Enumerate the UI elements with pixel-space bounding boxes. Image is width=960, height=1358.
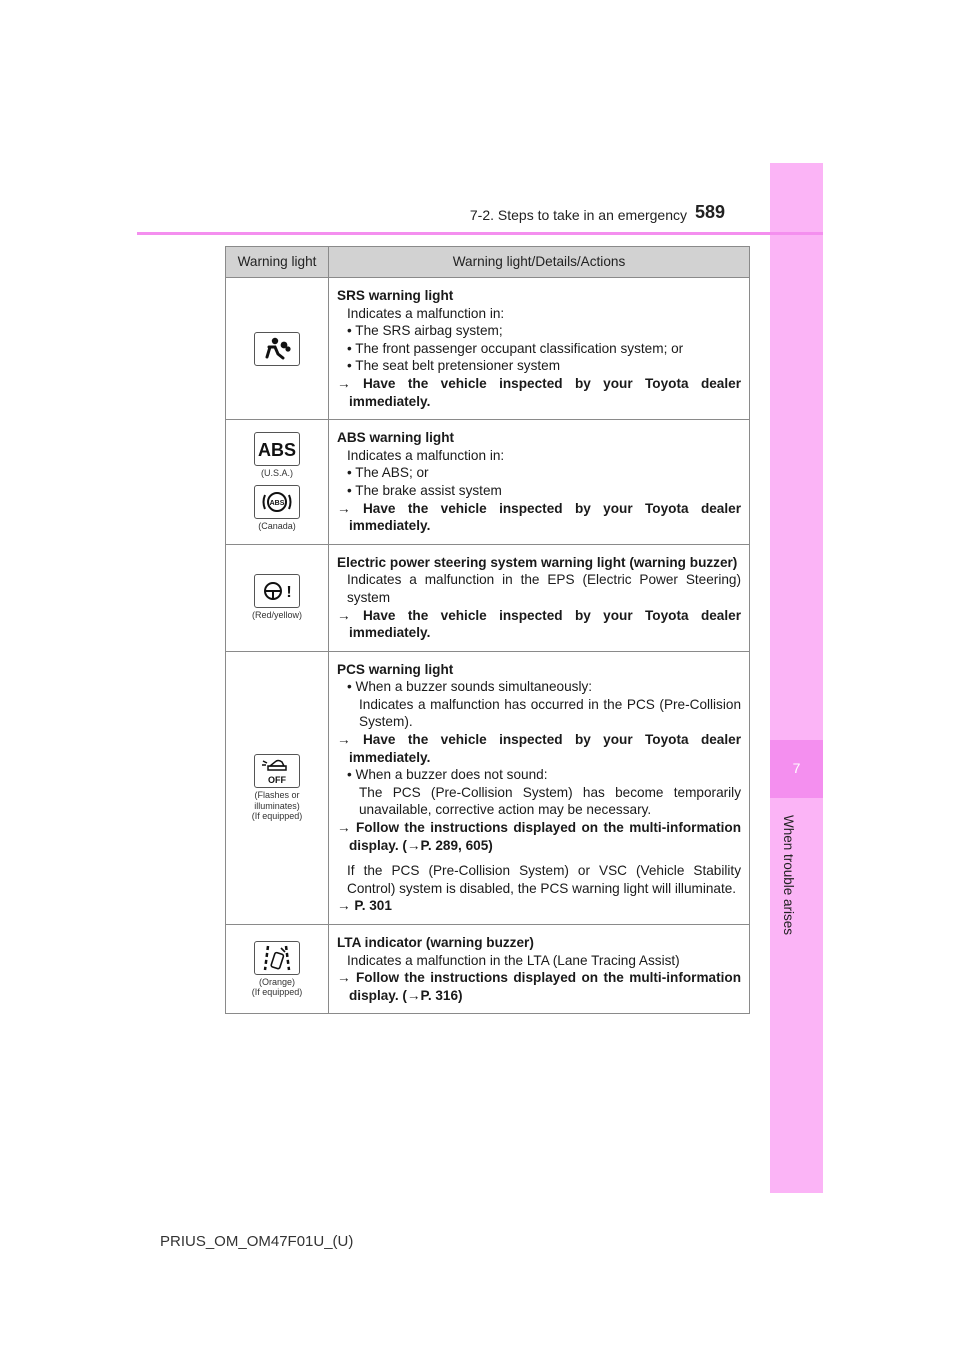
table-row bbox=[226, 651, 750, 924]
pcs-off-icon bbox=[254, 754, 300, 788]
exclamation-mark: ! bbox=[286, 584, 292, 602]
eps-title: Electric power steering system warning light (warning buzzer) bbox=[337, 554, 738, 570]
table-row bbox=[226, 278, 750, 420]
chapter-title-text: When trouble arises bbox=[781, 815, 796, 936]
abs-caption-usa: (U.S.A.) bbox=[260, 468, 293, 479]
eps-action bbox=[337, 607, 741, 642]
pcs-reference bbox=[337, 897, 741, 915]
footer-document-code: PRIUS_OM_OM47F01U_(U) bbox=[160, 1233, 354, 1250]
arrow-glyph: → bbox=[337, 500, 351, 516]
lta-title: LTA indicator (warning buzzer) bbox=[337, 935, 534, 950]
srs-title: SRS warning light bbox=[337, 288, 454, 303]
abs-title: ABS warning light bbox=[337, 430, 455, 446]
table-row bbox=[226, 420, 750, 545]
pcs-note: If the PCS (Pre-Collision System) or VSC (Vehicle Stability Control) system is disabled, the PCS warning light will illuminate. bbox=[347, 863, 741, 896]
icon-cell bbox=[226, 544, 329, 651]
abs-circle-icon-text: ABS bbox=[269, 499, 285, 507]
action-text: Have the vehicle inspected by your Toyota dealer immediately. bbox=[349, 375, 741, 409]
action-text: Follow the instructions displayed on the multi-information display. (→P. 289, 605) bbox=[349, 820, 741, 853]
srs-airbag-icon bbox=[254, 332, 300, 366]
action-text: Follow the instructions displayed on the multi-information display. (→P. 316) bbox=[349, 970, 741, 1003]
srs-action bbox=[337, 375, 741, 410]
srs-intro: Indicates a malfunction in: bbox=[347, 305, 505, 321]
eps-intro: Indicates a malfunction in the EPS (Electric Power Steering) system bbox=[347, 572, 741, 605]
pcs-caption-line: (If equipped) bbox=[251, 811, 303, 822]
icon-cell bbox=[226, 651, 329, 924]
chapter-title bbox=[770, 815, 823, 945]
lta-caption-line: (Orange) bbox=[258, 976, 295, 987]
pcs-caption bbox=[228, 790, 326, 822]
action-text: Have the vehicle inspected by your Toyota dealer immediately. bbox=[349, 607, 741, 641]
abs-bullet: • The ABS; or bbox=[347, 465, 429, 481]
pcs-bullet-text: Indicates a malfunction has occurred in the PCS (Pre-Collision System). bbox=[359, 696, 741, 730]
srs-bullet: • The seat belt pretensioner system bbox=[347, 358, 561, 374]
icon-cell bbox=[226, 925, 329, 1014]
lta-caption bbox=[228, 977, 326, 998]
details-cell bbox=[329, 651, 750, 924]
abs-action bbox=[337, 500, 741, 535]
pcs-bullet: • When a buzzer does not sound: bbox=[347, 767, 548, 783]
pcs-caption-line: illuminates) bbox=[254, 800, 300, 811]
details-cell bbox=[329, 544, 750, 651]
srs-bullet: • The SRS airbag system; bbox=[347, 323, 503, 339]
table-header-row bbox=[226, 247, 750, 278]
srs-bullet: • The front passenger occupant classification system; or bbox=[347, 340, 684, 356]
pcs-caption-line: (Flashes or bbox=[254, 790, 300, 801]
lta-intro: Indicates a malfunction in the LTA (Lane Tracing Assist) bbox=[347, 952, 680, 968]
details-cell bbox=[329, 420, 750, 545]
table-row bbox=[226, 925, 750, 1014]
action-text: Have the vehicle inspected by your Toyota dealer immediately. bbox=[349, 500, 741, 534]
off-text: OFF bbox=[268, 775, 286, 786]
arrow-glyph: → bbox=[337, 375, 351, 391]
pcs-bullet-text: The PCS (Pre-Collision System) has become temporarily unavailable, corrective action may be necessary. bbox=[359, 784, 741, 818]
lta-action bbox=[337, 969, 741, 1004]
icon-cell bbox=[226, 420, 329, 545]
abs-bullet: • The brake assist system bbox=[347, 482, 502, 498]
chapter-side-tab bbox=[770, 163, 823, 1193]
details-cell bbox=[329, 925, 750, 1014]
steering-warning-icon bbox=[254, 574, 300, 608]
warning-light-table bbox=[225, 246, 750, 1014]
col-header-details: Warning light/Details/Actions bbox=[329, 247, 750, 278]
col-header-warning-light: Warning light bbox=[226, 247, 329, 278]
action-text: Have the vehicle inspected by your Toyota dealer immediately. bbox=[349, 732, 741, 765]
arrow-glyph: → bbox=[337, 732, 351, 748]
abs-circle-icon bbox=[254, 485, 300, 519]
pcs-title: PCS warning light bbox=[337, 661, 454, 677]
chapter-number: 7 bbox=[792, 760, 801, 776]
icon-cell bbox=[226, 278, 329, 420]
eps-caption: (Red/yellow) bbox=[251, 610, 302, 621]
pcs-action bbox=[337, 731, 741, 766]
header-divider bbox=[137, 232, 823, 235]
reference-text: P. 301 bbox=[354, 898, 392, 914]
spacer bbox=[337, 854, 741, 862]
abs-intro: Indicates a malfunction in: bbox=[347, 447, 505, 463]
abs-caption-canada: (Canada) bbox=[258, 520, 296, 531]
table-row bbox=[226, 544, 750, 651]
abs-text-icon bbox=[254, 432, 300, 466]
arrow-glyph: → bbox=[337, 898, 351, 914]
header-section-title: 7-2. Steps to take in an emergency bbox=[469, 207, 687, 223]
lane-tracing-icon bbox=[254, 941, 300, 975]
abs-icon-text: ABS bbox=[257, 440, 297, 461]
arrow-glyph: → bbox=[337, 820, 351, 836]
details-cell bbox=[329, 278, 750, 420]
pcs-bullet: • When a buzzer sounds simultaneously: bbox=[347, 679, 593, 695]
pcs-action bbox=[337, 819, 741, 854]
lta-caption-line: (If equipped) bbox=[251, 987, 303, 998]
arrow-glyph: → bbox=[337, 970, 351, 986]
page-number: 589 bbox=[695, 202, 726, 222]
arrow-glyph: → bbox=[337, 607, 351, 623]
